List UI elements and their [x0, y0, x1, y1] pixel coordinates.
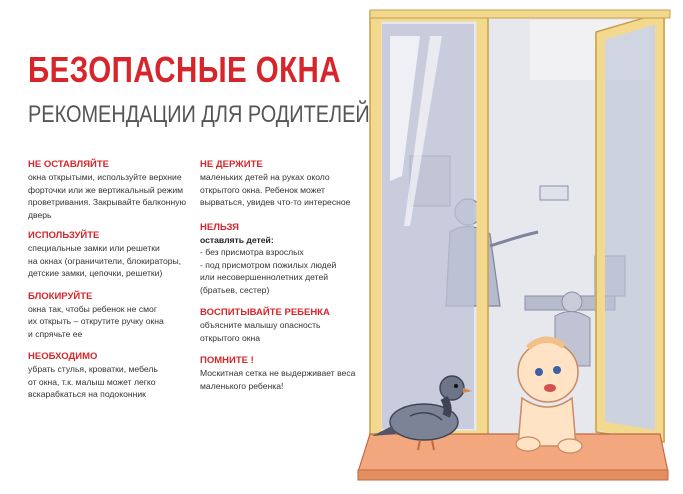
- baby-head: [518, 342, 578, 402]
- tip-heading: ИСПОЛЬЗУЙТЕ: [28, 230, 100, 241]
- tip-remember: [200, 354, 370, 392]
- tip-forbidden: [200, 221, 370, 297]
- tip-block: [28, 290, 198, 341]
- poster-subtitle: РЕКОМЕНДАЦИИ ДЛЯ РОДИТЕЛЕЙ: [28, 101, 370, 128]
- pigeon-head: [440, 376, 464, 400]
- tip-subheading: оставлять детей:: [200, 234, 274, 245]
- baby-hand: [558, 439, 582, 453]
- tip-text: окна открытыми, используйте верхние форточки или же вертикальный режим проветривания. Закрывайте балконную дверь: [28, 172, 187, 220]
- tip-necessary: [28, 350, 198, 401]
- baby-eye: [553, 366, 561, 374]
- baby-mouth: [544, 384, 556, 392]
- tip-text: убрать стулья, кроватки, мебель от окна, т.к. малыш может легко вскарабкаться на подоконник: [28, 364, 158, 399]
- pigeon-eye: [454, 384, 458, 388]
- window-top-frame: [370, 10, 670, 18]
- baby-hand: [516, 437, 540, 451]
- tip-heading: ПОМНИТЕ !: [200, 355, 254, 366]
- windowsill-front: [358, 470, 668, 480]
- tip-heading: НЕ ОСТАВЛЯЙТЕ: [28, 159, 110, 170]
- tip-dont-leave: [28, 158, 198, 221]
- tip-text: объясните малышу опасность открытого окна: [200, 320, 321, 343]
- tip-heading: ВОСПИТЫВАЙТЕ РЕБЕНКА: [200, 307, 330, 318]
- tip-text: маленьких детей на руках около открытого окна. Ребенок может вырваться, увидев что-то интересное: [200, 172, 351, 207]
- tip-heading: НЕЛЬЗЯ: [200, 221, 239, 233]
- tip-dont-hold: [200, 158, 370, 209]
- tip-text: окна так, чтобы ребенок не смог их открыть – открутите ручку окна и спрячьте ее: [28, 303, 164, 339]
- tip-text: - без присмотра взрослых - под присмотром пожилых людей или несовершеннолетних детей (братьев, сестер): [200, 247, 337, 295]
- air-conditioner: [540, 186, 568, 200]
- tip-heading: НЕОБХОДИМО: [28, 351, 98, 362]
- tip-text: Москитная сетка не выдерживает веса маленького ребенка!: [200, 368, 356, 391]
- pigeon-neck: [444, 398, 448, 416]
- tip-heading: НЕ ДЕРЖИТЕ: [200, 159, 263, 170]
- baby-eye: [535, 368, 543, 376]
- tip-heading: БЛОКИРУЙТЕ: [28, 290, 93, 302]
- window-illustration: [350, 6, 675, 490]
- tip-use: [28, 229, 198, 280]
- tip-educate: [200, 306, 370, 344]
- left-column: [28, 158, 198, 409]
- windowsill: [358, 434, 668, 472]
- person-at-desk-head: [562, 292, 582, 312]
- tip-text: специальные замки или решетки на окнах (ограничители, блокираторы, детские замки, цепочки, решетки): [28, 243, 182, 278]
- poster-title: БЕЗОПАСНЫЕ ОКНА: [28, 49, 341, 90]
- right-column: [200, 158, 370, 400]
- right-window-glass: [600, 18, 660, 436]
